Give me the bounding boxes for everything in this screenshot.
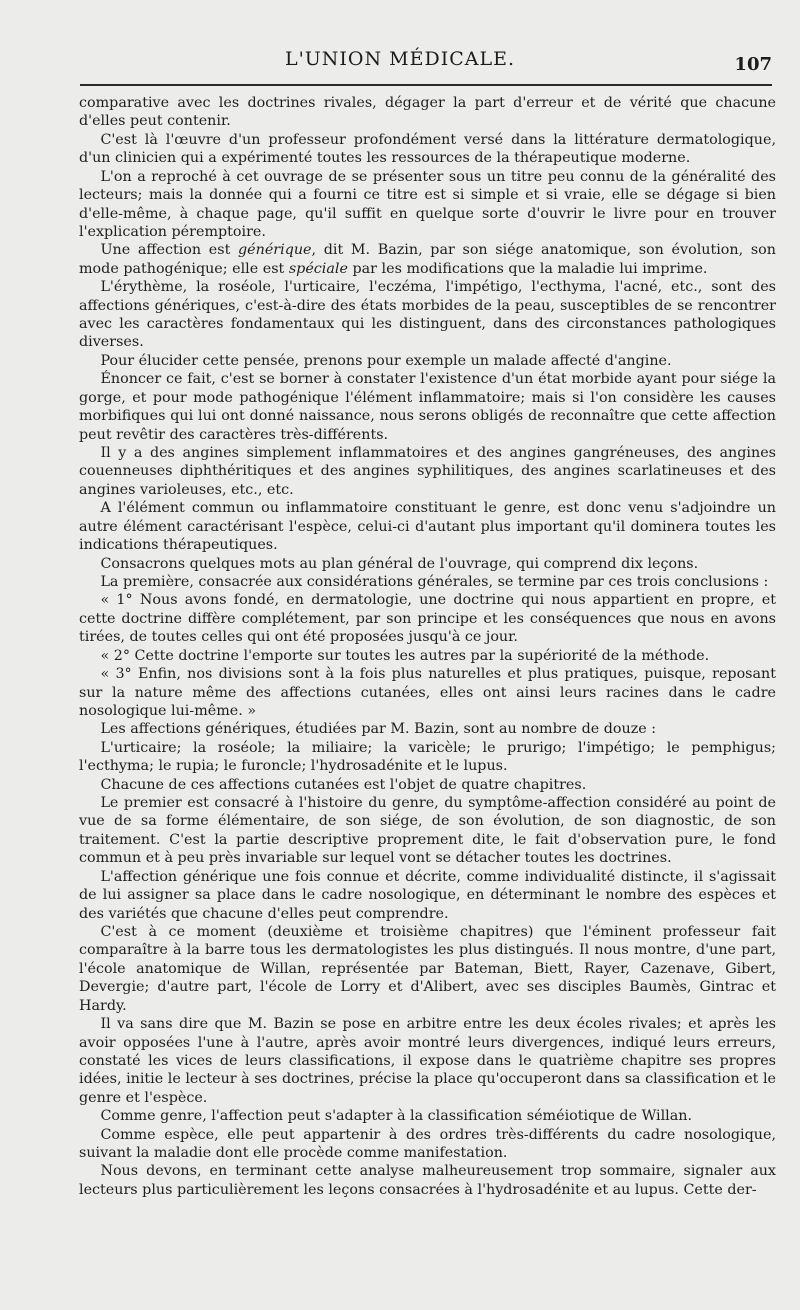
paragraph: L'urticaire; la roséole; la miliaire; la varicèle; le prurigo; l'impétigo; le pemphigus; l'ecthyma; le rupia; le furoncle; l'hydrosadénite et le lupus. (79, 739, 776, 775)
paragraph-text: , dit M. Bazin, par son siége anatomique, son évolution, son mode pathogénique; elle est (79, 242, 776, 277)
article-body (79, 94, 776, 1199)
paragraph: La première, consacrée aux considérations générales, se termine par ces trois conclusions : (100, 573, 769, 590)
paragraph: C'est là l'œuvre d'un professeur profondément versé dans la littérature dermatologique, d'un clinicien qui a expérimenté toutes les ressources de la thérapeutique moderne. (79, 131, 776, 167)
quotation-paragraph: « 1° Nous avons fondé, en dermatologie, une doctrine qui nous appartient en propre, et cette doctrine diffère complétement, par son principe et les conséquences que nous en avons tirées, de toutes celles qui ont été proposées jusqu'à ce jour. (79, 592, 776, 646)
paragraph: comparative avec les doctrines rivales, dégager la part d'erreur et de vérité que chacune d'elles peut contenir. (79, 95, 776, 130)
paragraph: Le premier est consacré à l'histoire du genre, du symptôme-affection considéré au point de vue de sa forme élémentaire, de son siége, de son évolution, de son diagnostic, de son traitement. C'est la partie descriptive proprement dite, le fait d'observation pure, le fond commun et à peu près invariable sur lequel vont se détacher toutes les doctrines. (79, 795, 776, 867)
paragraph: C'est à ce moment (deuxième et troisième chapitres) que l'éminent professeur fait comparaître à la barre tous les dermatologistes les plus distingués. Il nous montre, d'une part, l'école anatomique de Willan, représentée par Bateman, Biett, Rayer, Cazenave, Gibert, Devergie; d'autre part, l'école de Lorry et d'Alibert, avec ses disciples Baumès, Gintrac et Hardy. (79, 923, 776, 1014)
paragraph: Les affections génériques, étudiées par M. Bazin, sont au nombre de douze : (100, 721, 657, 738)
paragraph: Comme genre, l'affection peut s'adapter à la classification séméiotique de Willan. (100, 1108, 693, 1125)
paragraph: Comme espèce, elle peut appartenir à des ordres très-différents du cadre nosologique, suivant la maladie dont elle procède comme manifestation. (79, 1126, 776, 1162)
paragraph: Il y a des angines simplement inflammatoires et des angines gangréneuses, des angines couenneuses diphthéritiques et des angines syphilitiques, des angines scarlatineuses et des angines varioleuses, etc., etc. (79, 445, 776, 498)
quotation-paragraph: « 2° Cette doctrine l'emporte sur toutes les autres par la supériorité de la méthode. (100, 647, 710, 664)
paragraph-text: Une affection est (100, 242, 238, 259)
emphasis-term: générique (238, 242, 312, 259)
quotation-paragraph: « 3° Enfin, nos divisions sont à la fois plus naturelles et plus pratiques, puisque, reposant sur la nature même des affections cutanées, elles ont ainsi leurs racines dans le cadre nosologique lui-même. » (79, 666, 776, 719)
paragraph: Chacune de ces affections cutanées est l'objet de quatre chapitres. (100, 776, 587, 793)
journal-title: L'UNION MÉDICALE. (284, 48, 516, 70)
emphasis-term: spéciale (288, 260, 348, 277)
paragraph: L'on a reproché à cet ouvrage de se présenter sous un titre peu connu de la généralité des lecteurs; mais la donnée qui a fourni ce titre est si simple et si vraie, elle se dégage si bien d'elle-même, à chaque page, qu'il suffit en quelque sorte d'ouvrir le livre pour en trouver l'explication péremptoire. (79, 168, 776, 240)
running-header (0, 44, 800, 84)
paragraph: A l'élément commun ou inflammatoire constituant le genre, est donc venu s'adjoindre un autre élément caractérisant l'espèce, celui-ci d'autant plus important qu'il dominera toutes les indications thérapeutiques. (79, 500, 776, 554)
paragraph: Consacrons quelques mots au plan général de l'ouvrage, qui comprend dix leçons. (100, 555, 699, 572)
paragraph-text: par les modifications que la maladie lui imprime. (347, 260, 708, 277)
paragraph: Énoncer ce fait, c'est se borner à constater l'existence d'un état morbide ayant pour siége la gorge, et pour mode pathogénique l'élément inflammatoire; mais si l'on considère les causes morbifiques qui lui ont donné naissance, nous serons obligés de reconnaître que cette affection peut revêtir des caractères très-différents. (79, 371, 776, 443)
paragraph: Il va sans dire que M. Bazin se pose en arbitre entre les deux écoles rivales; et après les avoir opposées l'une à l'autre, après avoir montré leurs divergences, indiqué leurs erreurs, constaté les vices de leurs classifications, il expose dans le quatrième chapitre ses propres idées, initie le lecteur à ses doctrines, précise la place qu'occuperont dans sa classification et le genre et l'espèce. (79, 1016, 776, 1106)
paragraph: L'érythème, la roséole, l'urticaire, l'eczéma, l'impétigo, l'ecthyma, l'acné, etc., sont des affections génériques, c'est-à-dire des états morbides de la peau, susceptibles de se rencontrer avec les caractères fondamentaux qui les distinguent, dans des circonstances pathologiques diverses. (79, 279, 776, 351)
paragraph: Pour élucider cette pensée, prenons pour exemple un malade affecté d'angine. (100, 352, 672, 369)
paragraph: L'affection générique une fois connue et décrite, comme individualité distincte, il s'agissait de lui assigner sa place dans le cadre nosologique, en déterminant le nombre des espèces et des variétés que chacune d'elles peut comprendre. (79, 868, 776, 922)
page-number: 107 (734, 54, 772, 75)
header-rule (80, 84, 772, 86)
paragraph (79, 241, 776, 278)
paragraph: Nous devons, en terminant cette analyse malheureusement trop sommaire, signaler aux lecteurs plus particulièrement les leçons consacrées à l'hydrosadénite et au lupus. Cette der- (79, 1163, 776, 1198)
